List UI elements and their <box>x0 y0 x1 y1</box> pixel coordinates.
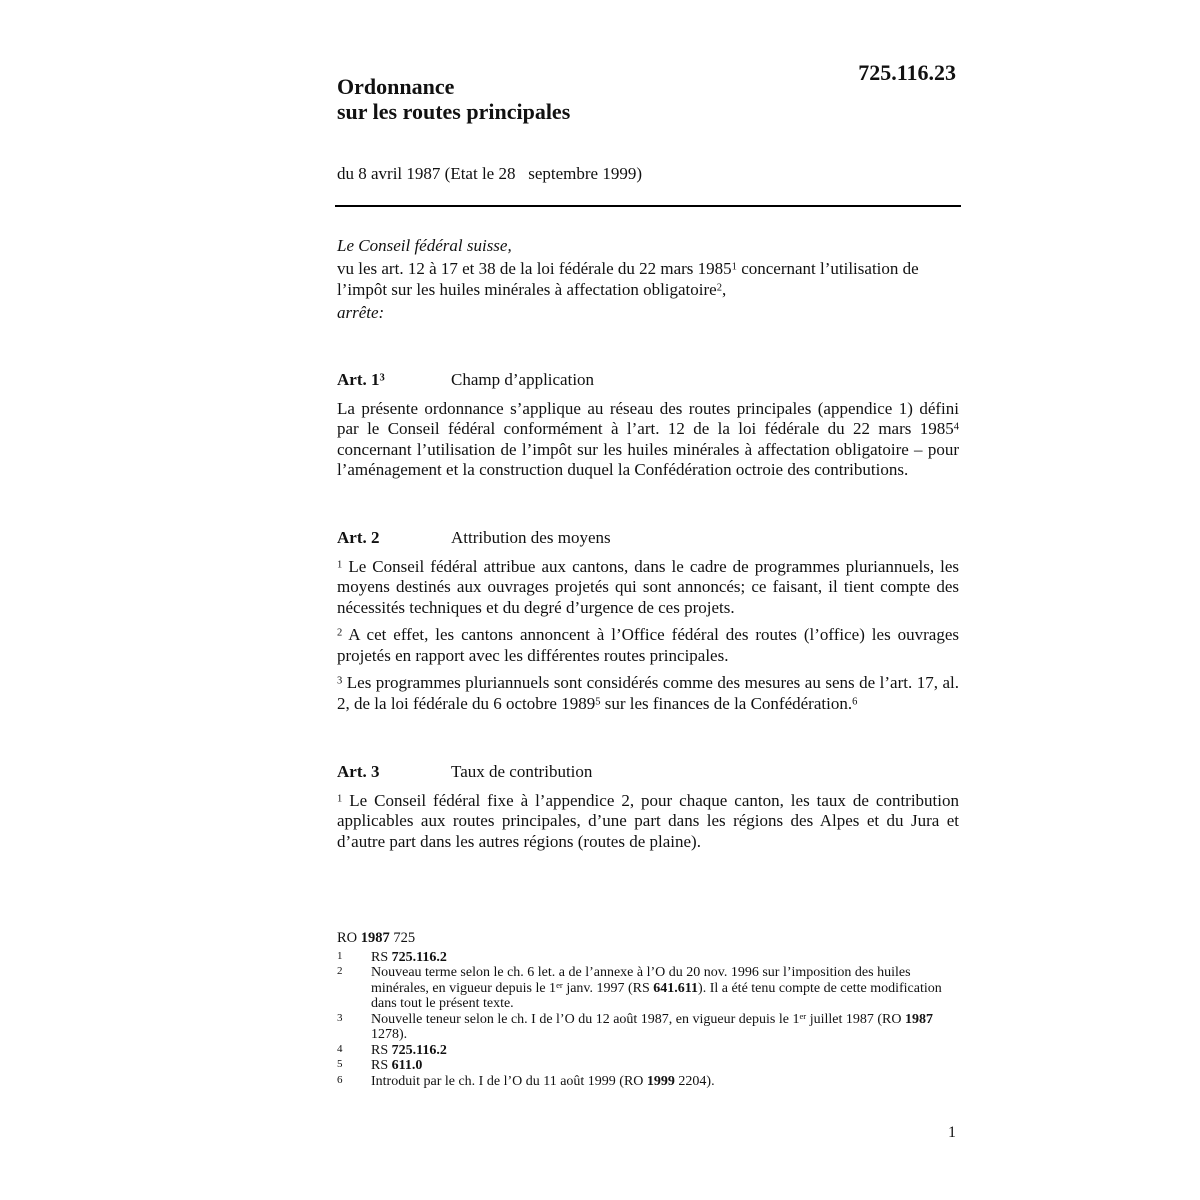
basis-text-c: , <box>721 280 727 299</box>
footnote-ref-4[interactable]: 4 <box>953 421 959 433</box>
article-3-title: Taux de contribution <box>451 762 593 781</box>
article-2-title: Attribution des moyens <box>451 528 611 547</box>
header-divider <box>335 205 961 207</box>
footnote-5: 5 RS 611.0 <box>337 1058 423 1073</box>
article-2-number: Art. 2 <box>337 528 380 547</box>
preamble-authority: Le Conseil fédéral suisse, <box>337 236 512 255</box>
article-2-alinea-1: $^1$ Le Conseil fédéral attribue aux cantons, dans le cadre de programmes pluriannuels, les moyens destinés aux ouvrages projetés qui sont annoncés; ce faisant, il tient compte des nécessités techniques et du degré d’urgence de ces projets. <box>337 556 959 617</box>
page-number: 1 <box>948 1124 956 1141</box>
footnote-1: 1 RS 725.116.2 <box>337 949 447 965</box>
article-3 <box>337 762 959 859</box>
ro-reference: RO 1987 725 <box>337 930 416 946</box>
article-1-number: Art. $1^3$ <box>337 370 385 389</box>
footnote-ref-2[interactable]: 2 <box>716 282 722 294</box>
preamble-decree: arrête: <box>337 303 385 322</box>
footnote-4: 4 RS 725.116.2 <box>337 1042 447 1058</box>
article-1-heading <box>337 370 959 391</box>
title-line-1: Ordonnance <box>337 74 455 99</box>
footnote-2: 2 Nouveau terme selon le ch. 6 let. a de l’annexe à l’O du 20 nov. 1996 sur l’imposition des huiles minérales, en vigueur depuis le 1er janv. 1997 (RS 641.611). Il a été tenu compte de cette modification dans tout le présent texte. <box>337 965 942 1011</box>
footnote-ref-3[interactable]: 3 <box>379 372 385 384</box>
article-2-alinea-3: $^3$ Les programmes pluriannuels sont considérés comme des mesures au sens de l’art. 17, al. 2, de la loi fédérale du 6 octobre 1989$^5$ sur les finances de la Confédération.$^6$ <box>337 673 959 713</box>
article-1 <box>337 370 959 488</box>
article-2 <box>337 528 959 721</box>
basis-text-a: vu les art. 12 à 17 et 38 de la loi fédérale du 22 mars 1985 <box>337 259 732 278</box>
footnote-ref-5[interactable]: 5 <box>595 695 601 707</box>
article-3-alinea-1: $^1$ Le Conseil fédéral fixe à l’appendice 2, pour chaque canton, les taux de contribution applicables aux routes principales, d’une part dans les régions des Alpes et du Jura et d’autre part dans les autres régions (routes de plaine). <box>337 790 959 851</box>
article-3-heading <box>337 762 959 783</box>
footnote-ref-6[interactable]: 6 <box>852 695 858 707</box>
article-2-heading <box>337 528 959 549</box>
footnote-6: 6 Introduit par le ch. I de l’O du 11 août 1999 (RO 1999 2204). <box>337 1073 715 1089</box>
footnote-3: 3 Nouvelle teneur selon le ch. I de l’O du 12 août 1987, en vigueur depuis le 1er juillet 1987 (RO 1987 1278). <box>337 1010 933 1042</box>
basis-text-b: concernant l’utilisation de l’impôt sur les huiles minérales à affectation obligatoire <box>337 259 919 299</box>
article-2-alinea-2: $^2$ A cet effet, les cantons annoncent à l’Office fédéral des routes (l’office) les ouvrages projetés en rapport avec les différentes routes principales. <box>337 625 959 665</box>
footnote-ref-1[interactable]: 1 <box>731 261 737 273</box>
title-line-2: sur les routes principales <box>337 99 571 124</box>
document-title <box>337 74 570 124</box>
footnotes <box>337 931 959 1089</box>
date-line: du 8 avril 1987 (Etat le 28 septembre 1999) <box>337 164 642 183</box>
preamble <box>337 235 959 323</box>
article-1-paragraph: La présente ordonnance s’applique au réseau des routes principales (appendice 1) défini par le Conseil fédéral conformément à l’art. 12 de la loi fédérale du 22 mars 1985$^4$ concernant l’utilisation de l’impôt sur les huiles minérales à affectation obligatoire – pour l’aménagement et la construction duquel la Confédération octroie des contributions. <box>337 398 959 479</box>
sr-number: 725.116.23 <box>858 60 956 85</box>
article-1-title: Champ d’application <box>451 370 595 389</box>
preamble-basis <box>337 258 959 300</box>
article-3-number: Art. 3 <box>337 762 380 781</box>
